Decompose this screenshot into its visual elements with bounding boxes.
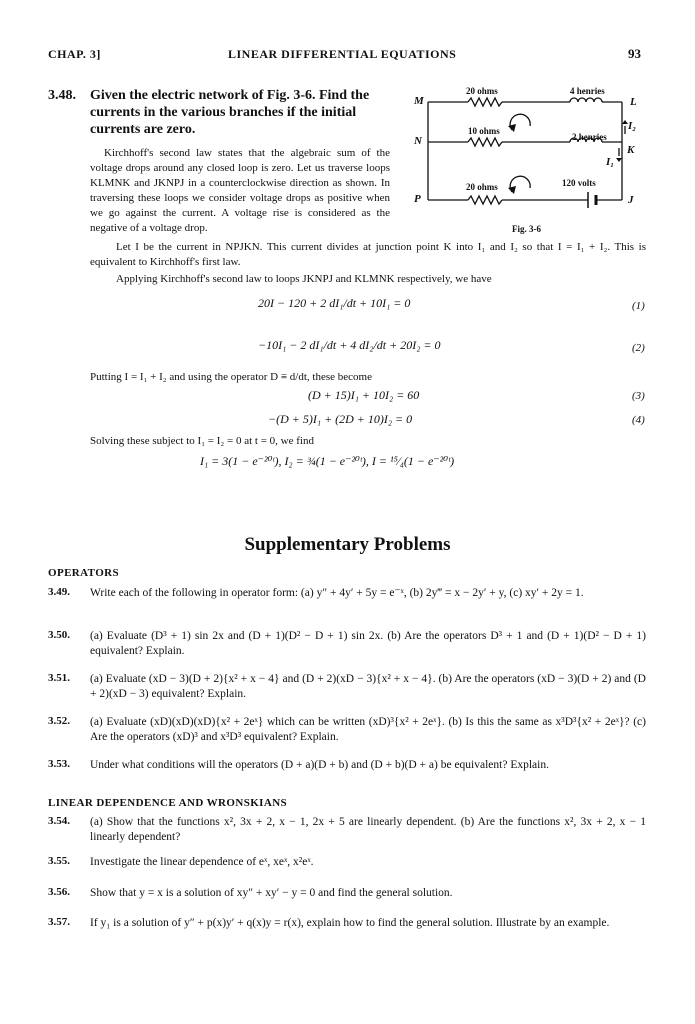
problem-text: (a) Evaluate (xD − 3)(D + 2){x² + x − 4} and (D + 2)(xD − 3){x² + x − 4}. (b) Are the operators (xD − 3)(D + 2) and (D + 2)(xD − 3) equivalent? Explain. xyxy=(90,673,646,700)
problem-text: (a) Show that the functions x², 3x + 2, x − 1, 2x + 5 are linearly dependent. (b) Are the functions x², 3x + 2, x − 1 linearly dependent? xyxy=(90,816,646,843)
problem-number: 3.56. xyxy=(48,886,70,898)
node-m: M xyxy=(414,95,424,107)
problem-number: 3.51. xyxy=(48,672,70,684)
problem-statement: Given the electric network of Fig. 3-6. Find the currents in the various branches if the initial currents are zero. xyxy=(90,88,370,137)
node-l: L xyxy=(630,96,637,108)
current-i2: I₂ xyxy=(628,120,637,132)
problem-text: Show that y = x is a solution of xy″ + xy′ − y = 0 and find the general solution. xyxy=(90,887,453,899)
paragraph-apply-law: Applying Kirchhoff's second law to loops JKNPJ and KLMNK respectively, we have xyxy=(116,273,492,285)
equation-1-number: (1) xyxy=(632,300,645,312)
problem-number: 3.49. xyxy=(48,586,70,598)
label-volts: 120 volts xyxy=(562,178,596,188)
label-r-mid: 10 ohms xyxy=(468,126,500,136)
problem-text: (a) Evaluate (xD)(xD)(xD){x² + 2eˣ} which can be written (xD)³{x² + 2eˣ}. (b) Is this the same as x³D³{x² + 2eˣ}? (c) Are the operators (xD)³ and x³D³ equivalent? Explain. xyxy=(90,716,646,743)
resistor-mid xyxy=(468,138,502,146)
problem-number: 3.48. xyxy=(48,88,76,103)
problem-text: If y₁ is a solution of y″ + p(x)y′ + q(x)y = r(x), explain how to find the general solution. Illustrate by an example. xyxy=(90,917,610,929)
equation-1: 20I − 120 + 2 dI₁/dt + 10I₁ = 0 xyxy=(258,296,411,310)
label-l-top: 4 henries xyxy=(570,86,605,96)
problem-number: 3.53. xyxy=(48,758,70,770)
label-r-top: 20 ohms xyxy=(466,86,498,96)
equation-3-number: (3) xyxy=(632,390,645,402)
equation-4-number: (4) xyxy=(632,414,645,426)
node-p: P xyxy=(414,193,421,205)
label-l-mid: 2 henries xyxy=(572,132,607,142)
chapter-label: CHAP. 3] xyxy=(48,47,101,61)
solution-line: I₁ = 3(1 − e⁻²⁰ᵗ), I₂ = ¾(1 − e⁻²⁰ᵗ), I = ¹⁵⁄₄(1 − e⁻²⁰ᵗ) xyxy=(200,454,455,468)
equation-3: (D + 15)I₁ + 10I₂ = 60 xyxy=(308,388,420,402)
problem-text: Write each of the following in operator form: (a) y″ + 4y′ + 5y = e⁻ˣ, (b) 2y‴ = x − 2y′ + y, (c) xy′ + 2y = 1. xyxy=(90,587,584,599)
section-title: Supplementary Problems xyxy=(244,534,451,555)
section-heading-operators: OPERATORS xyxy=(48,567,120,579)
label-r-bottom: 20 ohms xyxy=(466,182,498,192)
problem-text: Investigate the linear dependence of eˣ, xeˣ, x²eˣ. xyxy=(90,856,314,868)
equation-2: −10I₁ − 2 dI₁/dt + 4 dI₂/dt + 20I₂ = 0 xyxy=(258,338,441,352)
paragraph-operator: Putting I = I₁ + I₂ and using the operator D ≡ d/dt, these become xyxy=(90,371,372,383)
current-i1: I₁ xyxy=(606,156,615,168)
problem-number: 3.52. xyxy=(48,715,70,727)
paragraph-first-law: Let I be the current in NPJKN. This current divides at junction point K into I₁ and I₂ so that I = I₁ + I₂. This is equivalent to Kirchhoff's first law. xyxy=(90,241,646,268)
problem-number: 3.54. xyxy=(48,815,70,827)
paragraph-kirchhoff-second-law: Kirchhoff's second law states that the algebraic sum of the voltage drops around any closed loop is zero. Let us traverse loops KLMNK and JKNPJ in a counterclockwise direction as shown. In traversing these loops we consider voltage drops as positive when we go against the current. A voltage rise is considered as the negative of a voltage drop. xyxy=(90,147,390,234)
equation-2-number: (2) xyxy=(632,342,645,354)
section-heading-dependence: LINEAR DEPENDENCE AND WRONSKIANS xyxy=(48,797,288,809)
circuit-figure xyxy=(400,82,650,234)
resistor-top xyxy=(468,98,502,106)
equation-4: −(D + 5)I₁ + (2D + 10)I₂ = 0 xyxy=(268,412,413,426)
resistor-bottom xyxy=(468,196,502,204)
figure-caption: Fig. 3-6 xyxy=(512,224,541,234)
running-title: LINEAR DIFFERENTIAL EQUATIONS xyxy=(228,47,457,61)
node-j: J xyxy=(628,194,634,206)
problem-number: 3.50. xyxy=(48,629,70,641)
problem-number: 3.55. xyxy=(48,855,70,867)
paragraph-solving: Solving these subject to I₁ = I₂ = 0 at t = 0, we find xyxy=(90,435,314,447)
page-number: 93 xyxy=(628,46,641,61)
problem-text: Under what conditions will the operators (D + a)(D + b) and (D + b)(D + a) be equivalent? Explain. xyxy=(90,759,549,771)
node-k: K xyxy=(627,144,635,156)
inductor-top xyxy=(570,98,602,102)
node-n: N xyxy=(414,135,422,147)
problem-text: (a) Evaluate (D³ + 1) sin 2x and (D + 1)(D² − D + 1) sin 2x. (b) Are the operators D³ + 1 and (D + 1)(D² − D + 1) equivalent? Explain. xyxy=(90,630,646,657)
problem-number: 3.57. xyxy=(48,916,70,928)
